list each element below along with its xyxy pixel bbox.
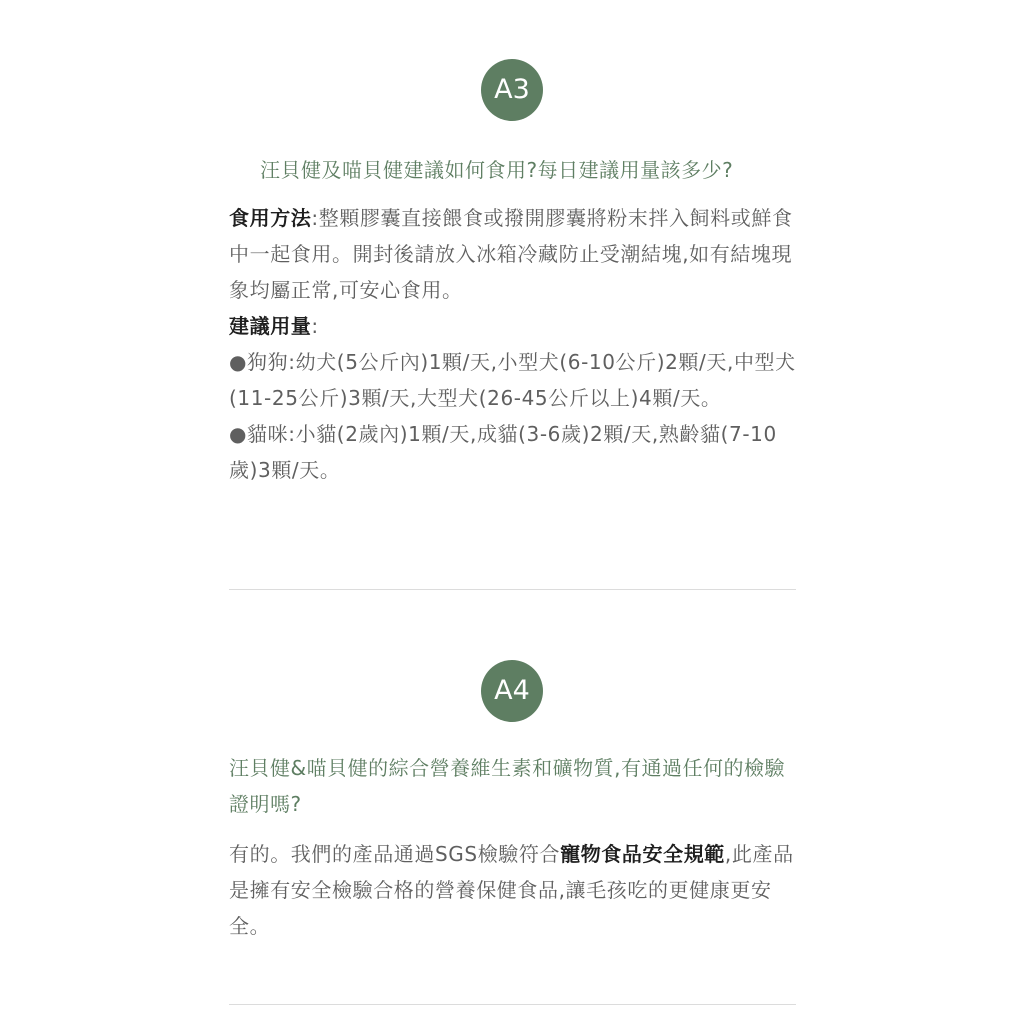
a4-answer (229, 836, 796, 944)
a3-dog-dosage: ●狗狗:幼犬(5公斤內)1顆/天,小型犬(6-10公斤)2顆/天,中型犬(11-25公斤)3顆/天,大型犬(26-45公斤以上)4顆/天。 (229, 350, 796, 410)
a4-answer-after: ,此產品是擁有安全檢驗合格的營養保健食品,讓毛孩吃的更健康更安全。 (229, 842, 794, 938)
divider-a4 (229, 1004, 796, 1005)
a3-answer (229, 200, 796, 488)
a3-dosage-heading (229, 308, 796, 344)
a4-answer-before: 有的。我們的產品通過SGS檢驗符合 (229, 842, 561, 866)
a3-dosage-colon: : (311, 314, 319, 338)
a4-answer-bold: 寵物食品安全規範 (560, 842, 725, 866)
a4-badge: A4 (481, 660, 543, 722)
a3-cat-dosage: ●貓咪:小貓(2歲內)1顆/天,成貓(3-6歲)2顆/天,熟齡貓(7-10歲)3顆/天。 (229, 422, 777, 482)
a3-badge: A3 (481, 59, 543, 121)
a3-method-text: 整顆膠囊直接餵食或撥開膠囊將粉末拌入飼料或鮮食中一起食用。開封後請放入冰箱冷藏防止受潮結塊,如有結塊現象均屬正常,可安心食用。 (229, 206, 793, 302)
a3-method-label: 食用方法 (229, 206, 312, 230)
divider-a3 (229, 589, 796, 590)
a3-question: 汪貝健及喵貝健建議如何食用?每日建議用量該多少? (260, 158, 734, 182)
a3-dosage-label: 建議用量 (229, 314, 312, 338)
a4-question: 汪貝健&喵貝健的綜合營養維生素和礦物質,有通過任何的檢驗證明嗎? (229, 756, 785, 816)
a3-method-paragraph (229, 200, 796, 308)
a4-answer-paragraph (229, 836, 796, 944)
a3-method-colon: : (311, 206, 319, 230)
